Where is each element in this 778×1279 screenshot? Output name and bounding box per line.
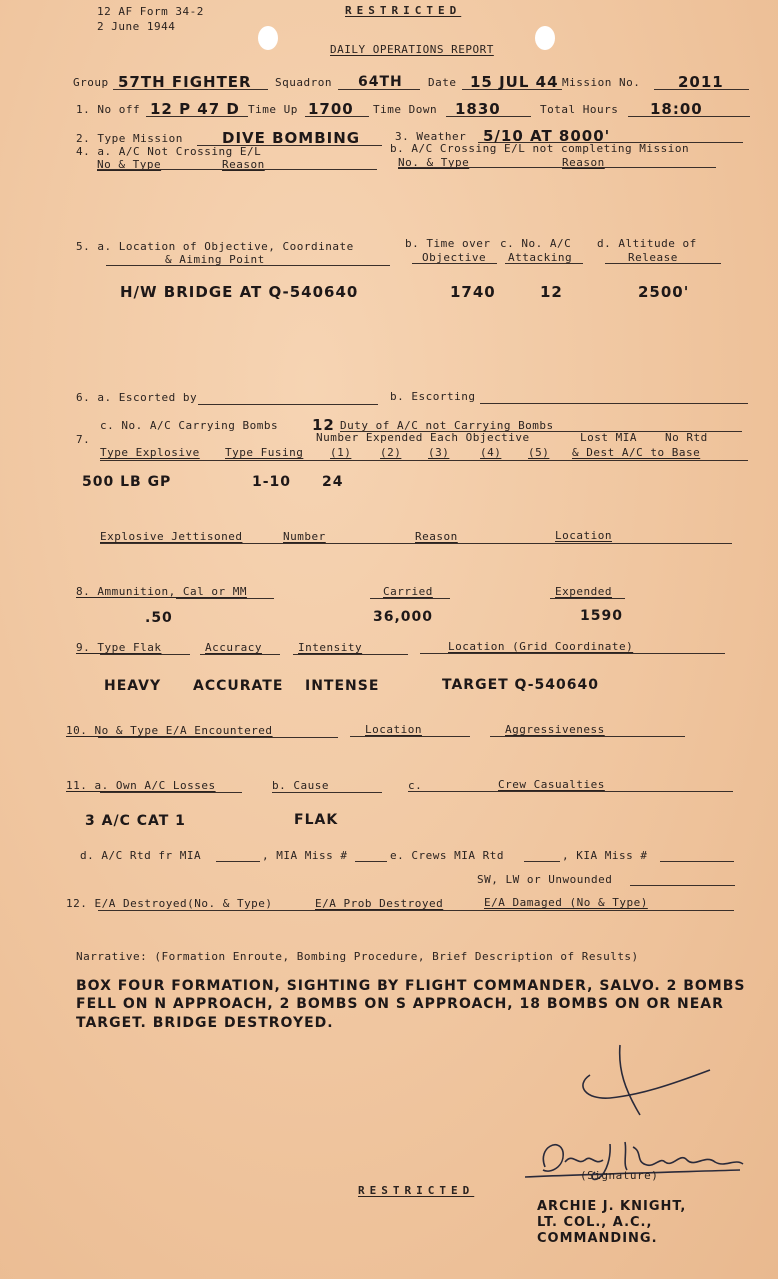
reason-b: Reason — [562, 156, 605, 169]
kia-miss-label: , KIA Miss # — [562, 849, 648, 862]
flak-type-value: HEAVY — [104, 678, 162, 694]
no-off-label: 1. No off — [76, 103, 141, 116]
ea-location-label: Location — [365, 723, 422, 736]
form-number: 12 AF Form 34-2 — [97, 5, 204, 18]
cause-label: b. Cause — [272, 779, 329, 792]
signature-label: (Signature) — [580, 1169, 659, 1182]
carrying-bombs-label: c. No. A/C Carrying Bombs — [100, 419, 279, 432]
own-losses-label: 11. a. Own A/C Losses — [66, 779, 216, 792]
reason-a: Reason — [222, 158, 265, 171]
weather-label: 3. Weather — [395, 130, 467, 143]
narrative-label: Narrative: (Formation Enroute, Bombing Procedure, Brief Description of Results) — [76, 950, 639, 963]
crews-mia-rtd-label: e. Crews MIA Rtd — [390, 849, 504, 862]
type-flak-label: 9. Type Flak — [76, 641, 162, 654]
col-5: (5) — [528, 446, 550, 459]
jettisoned-reason-label: Reason — [415, 530, 458, 543]
time-over-label: b. Time over — [405, 237, 491, 250]
no-off-value: 12 P 47 D — [150, 100, 240, 118]
restricted-footer: RESTRICTED — [358, 1184, 475, 1197]
weather-value: 5/10 AT 8000' — [483, 127, 611, 145]
own-losses-value: 3 A/C CAT 1 — [85, 813, 186, 829]
form-date: 2 June 1944 — [97, 20, 176, 33]
intensity-label: Intensity — [298, 641, 363, 654]
total-hours-value: 18:00 — [650, 100, 703, 118]
objective-label: 5. a. Location of Objective, Coordinate — [76, 240, 354, 253]
time-down-label: Time Down — [373, 103, 438, 116]
escorting-label: b. Escorting — [390, 390, 476, 403]
time-over-value: 1740 — [450, 283, 496, 301]
type-explosive-label: Type Explosive — [100, 446, 200, 459]
mission-value: 2011 — [678, 73, 724, 91]
expended-label: Expended — [555, 585, 612, 598]
altitude-label: d. Altitude of — [597, 237, 697, 250]
type-mission-label: 2. Type Mission — [76, 132, 183, 145]
jettisoned-label: Explosive Jettisoned — [100, 530, 243, 543]
handwritten-initial-mark — [570, 1040, 720, 1130]
punch-hole — [258, 26, 278, 50]
narrative-line-1: BOX FOUR FORMATION, SIGHTING BY FLIGHT COMMANDER, SALVO. 2 BOMBS — [76, 978, 746, 994]
group-label: Group — [73, 76, 109, 89]
objective-sub-label: Objective — [422, 251, 487, 264]
dest-label: & Dest A/C to Base — [572, 446, 701, 459]
aggressiveness-label: Aggressiveness — [505, 723, 605, 736]
item-7-number: 7. — [76, 433, 91, 446]
flak-accuracy-value: ACCURATE — [193, 678, 284, 694]
type-fusing-label: Type Fusing — [225, 446, 304, 459]
squadron-value: 64TH — [358, 74, 403, 90]
no-type-a: No & Type — [97, 158, 162, 171]
restricted-header: RESTRICTED — [345, 4, 462, 17]
sw-lw-label: SW, LW or Unwounded — [477, 873, 613, 886]
no-ac-label: c. No. A/C — [500, 237, 572, 250]
squadron-label: Squadron — [275, 76, 332, 89]
ammunition-label: 8. Ammunition, Cal or MM — [76, 585, 247, 598]
date-value: 15 JUL 44 — [470, 73, 559, 91]
aiming-point-label: & Aiming Point — [165, 253, 265, 266]
ea-destroyed-label: 12. E/A Destroyed(No. & Type) — [66, 897, 273, 910]
col-4: (4) — [480, 446, 502, 459]
carrying-bombs-value: 12 — [312, 416, 335, 434]
type-mission-value: DIVE BOMBING — [222, 129, 361, 147]
flak-intensity-value: INTENSE — [305, 678, 380, 694]
carried-value: 36,000 — [373, 609, 434, 625]
not-crossing-label: 4. a. A/C Not Crossing E/L — [76, 145, 262, 158]
lost-mia-label: Lost MIA — [580, 431, 637, 444]
ea-damaged-label: E/A Damaged (No & Type) — [484, 896, 648, 909]
no-type-b: No. & Type — [398, 156, 470, 169]
expended-rounds-value: 1590 — [580, 608, 623, 624]
attacking-label: Attacking — [508, 251, 573, 264]
cause-value: FLAK — [294, 812, 339, 828]
escorted-label: 6. a. Escorted by — [76, 391, 198, 404]
mia-miss-label: , MIA Miss # — [262, 849, 348, 862]
flak-location-label: Location (Grid Coordinate) — [448, 640, 634, 653]
mission-label: Mission No. — [562, 76, 641, 89]
no-rtd-label: No Rtd — [665, 431, 708, 444]
explosive-value: 500 LB GP — [82, 474, 172, 490]
commander-name: ARCHIE J. KNIGHT, — [537, 1199, 687, 1214]
punch-hole — [535, 26, 555, 50]
objective-value: H/W BRIDGE AT Q-540640 — [120, 283, 359, 301]
col-3: (3) — [428, 446, 450, 459]
jettisoned-location-label: Location — [555, 529, 612, 542]
release-label: Release — [628, 251, 678, 264]
accuracy-label: Accuracy — [205, 641, 262, 654]
col-2: (2) — [380, 446, 402, 459]
ea-encountered-label: 10. No & Type E/A Encountered — [66, 724, 273, 737]
time-down-value: 1830 — [455, 100, 501, 118]
crew-casualties-label: Crew Casualties — [498, 778, 605, 791]
carried-label: Carried — [383, 585, 433, 598]
commander-signature — [515, 1132, 755, 1192]
crew-c-label: c. — [408, 779, 423, 792]
duty-label: Duty of A/C not Carrying Bombs — [340, 419, 554, 432]
narrative-line-2: FELL ON N APPROACH, 2 BOMBS ON S APPROACH, 18 BOMBS ON OR NEAR — [76, 996, 724, 1012]
crossing-not-completing-label: b. A/C Crossing E/L not completing Mission — [390, 142, 690, 155]
time-up-value: 1700 — [308, 100, 354, 118]
date-label: Date — [428, 76, 457, 89]
altitude-value: 2500' — [638, 283, 690, 301]
fusing-value: 1-10 — [252, 474, 292, 490]
flak-location-value: TARGET Q-540640 — [442, 677, 599, 693]
document-title: DAILY OPERATIONS REPORT — [330, 43, 494, 56]
total-hours-label: Total Hours — [540, 103, 619, 116]
commander-rank: LT. COL., A.C., — [537, 1215, 653, 1230]
commander-role: COMMANDING. — [537, 1231, 658, 1246]
rtd-fr-mia-label: d. A/C Rtd fr MIA — [80, 849, 202, 862]
no-ac-value: 12 — [540, 283, 563, 301]
jettisoned-number-label: Number — [283, 530, 326, 543]
narrative-line-3: TARGET. BRIDGE DESTROYED. — [76, 1015, 334, 1031]
expended-value: 24 — [322, 474, 344, 490]
ea-prob-label: E/A Prob Destroyed — [315, 897, 444, 910]
caliber-value: .50 — [145, 610, 173, 626]
col-1: (1) — [330, 446, 352, 459]
number-expended-label: Number Expended Each Objective — [316, 431, 530, 444]
group-value: 57TH FIGHTER — [118, 73, 252, 91]
time-up-label: Time Up — [248, 103, 298, 116]
